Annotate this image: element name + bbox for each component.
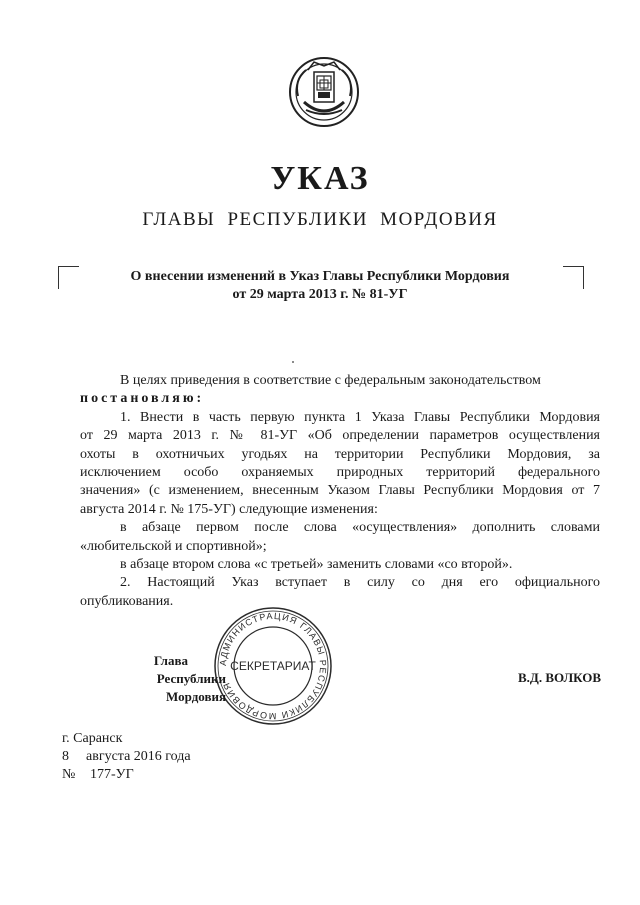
body-line: от 29 марта 2013 г. № 81-УГ «Об определении параметров осуществления (80, 428, 600, 444)
body-line: В целях приведения в соответствие с федеральным законодательством (120, 373, 541, 388)
body-line: опубликования. (80, 593, 174, 609)
city-label: г. Саранск (62, 731, 123, 746)
body-line: «любительской и спортивной»; (80, 538, 267, 554)
body-line: значения» (с изменением, внесенным Указом Главы Республики Мордовия от 7 (80, 483, 600, 499)
speck (292, 361, 294, 363)
signatory-title-line: Республики Мордовия (156, 671, 226, 704)
document-body (80, 372, 600, 611)
body-line: в абзаце втором слова «с третьей» заменить словами «со второй». (120, 557, 513, 573)
date-rest: августа 2016 года (86, 749, 191, 764)
body-line: исключением особо охраняемых природных территорий федерального (80, 465, 600, 481)
heading-line: от 29 марта 2013 г. № 81-УГ (232, 287, 408, 302)
document-title: УКАЗ (270, 160, 370, 197)
stamp-center-text: СЕКРЕТАРИАТ (230, 659, 316, 673)
document-heading (100, 268, 540, 304)
official-stamp (212, 605, 334, 727)
number-prefix: № (62, 767, 76, 782)
heading-line: О внесении изменений в Указ Главы Республики Мордовия (130, 269, 510, 284)
document-number: 177-УГ (90, 767, 134, 782)
signatory-title (96, 652, 226, 706)
corner-bracket-left (58, 266, 79, 289)
body-line: охоты в охотничьих угодьях на территории Республики Мордовия, за (80, 446, 600, 462)
date-line (62, 748, 191, 766)
body-line: в абзаце первом после слова «осуществления» дополнить словами (120, 520, 600, 536)
signatory-name: В.Д. ВОЛКОВ (518, 670, 602, 685)
date-day: 8 (62, 749, 69, 764)
document-footer (62, 730, 191, 784)
body-line: постановляю: (80, 391, 205, 407)
body-line: 2. Настоящий Указ вступает в силу со дня его официального (120, 575, 600, 591)
document-subtitle: ГЛАВЫ РЕСПУБЛИКИ МОРДОВИЯ (142, 209, 498, 230)
body-line: августа 2014 г. № 175-УГ) следующие изменения: (80, 501, 378, 517)
corner-bracket-right (563, 266, 584, 289)
body-line: 1. Внести в часть первую пункта 1 Указа Главы Республики Мордовия (120, 409, 600, 425)
coat-of-arms-icon (284, 50, 364, 130)
number-line (62, 766, 191, 784)
signatory-title-line: Глава (153, 653, 188, 668)
stamp-ring-text: АДМИНИСТРАЦИЯ ГЛАВЫ РЕСПУБЛИКИ МОРДОВИЯ (217, 610, 329, 722)
